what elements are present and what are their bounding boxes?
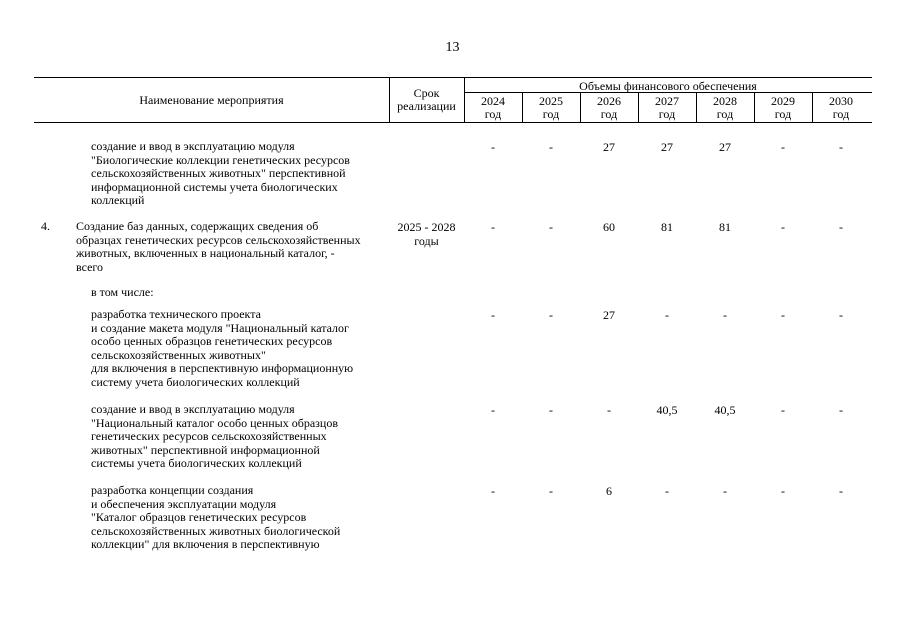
row-value-2030: - — [839, 484, 843, 498]
row-name-line: Создание баз данных, содержащих сведения об — [76, 219, 319, 233]
row-value-2026: 60 — [603, 220, 615, 234]
header-year-value: 2028 — [713, 94, 737, 108]
row-name-line: всего — [76, 259, 104, 274]
row-name-line: "Национальный каталог особо ценных образцов — [91, 415, 338, 430]
row-value-2026: - — [607, 403, 611, 417]
row-value-2025: - — [549, 220, 553, 234]
row-value-2028: 40,5 — [714, 403, 736, 417]
row-name-line: и обеспечения эксплуатации модуля — [91, 496, 277, 511]
header-year-2030 — [812, 95, 870, 121]
row-value-2025: - — [549, 484, 553, 498]
row-value-2027: 81 — [661, 220, 673, 234]
header-year-2025 — [522, 95, 580, 121]
row-name-line: "Каталог образцов генетических ресурсов — [91, 510, 307, 525]
row-value-2027: - — [665, 484, 669, 498]
row-name — [91, 140, 401, 208]
header-year-unit: год — [716, 107, 734, 121]
header-year-value: 2026 — [597, 94, 621, 108]
row-name-line: сельскохозяйственных животных" — [91, 347, 266, 362]
row-term-line: годы — [414, 234, 439, 248]
header-year-value: 2029 — [771, 94, 795, 108]
header-year-2029 — [754, 95, 812, 121]
row-value-2028: 27 — [719, 140, 731, 154]
row-value-2024: - — [491, 140, 495, 154]
row-name-line: сельскохозяйственных животных биологической — [91, 523, 341, 538]
row-value-2027: 40,5 — [656, 403, 678, 417]
row-name-line: создание и ввод в эксплуатацию модуля — [91, 402, 295, 416]
row-number: 4. — [41, 219, 50, 233]
row-value-2027: - — [665, 308, 669, 322]
row-name-line: образцах генетических ресурсов сельскохозяйственных — [76, 232, 361, 247]
row-name-line: информационной системы учета биологических — [91, 179, 338, 194]
row-name-line: коллекций — [91, 193, 145, 208]
row-term — [389, 220, 464, 248]
row-name-line: сельскохозяйственных животных" перспективной — [91, 166, 346, 181]
row-name-line: коллекции" для включения в перспективную — [91, 537, 320, 552]
row-name-line: системы учета биологических коллекций — [91, 456, 302, 471]
header-year-unit: год — [774, 107, 792, 121]
row-value-2025: - — [549, 140, 553, 154]
row-value-2026: 27 — [603, 308, 615, 322]
row-value-2024: - — [491, 484, 495, 498]
row-name-line: в том числе: — [91, 285, 154, 299]
row-value-2024: - — [491, 403, 495, 417]
header-year-unit: год — [600, 107, 618, 121]
row-name — [91, 286, 401, 300]
header-term-line-2: реализации — [397, 99, 456, 113]
row-value-2025: - — [549, 403, 553, 417]
row-name-line: систему учета биологических коллекций — [91, 374, 300, 389]
header-year-value: 2030 — [829, 94, 853, 108]
header-bottom-rule — [34, 122, 872, 123]
row-name-line: разработка концепции создания — [91, 483, 254, 497]
header-year-value: 2025 — [539, 94, 563, 108]
row-name-line: "Биологические коллекции генетических ресурсов — [91, 152, 350, 167]
row-name-line: животных" перспективной информационной — [91, 442, 320, 457]
row-value-2029: - — [781, 484, 785, 498]
row-name-line: животных, включенных в национальный каталог, - — [76, 246, 335, 261]
header-name-col: Наименование мероприятия — [139, 93, 284, 107]
row-name — [91, 308, 401, 390]
row-value-2030: - — [839, 403, 843, 417]
row-value-2024: - — [491, 220, 495, 234]
row-name-line: особо ценных образцов генетических ресурсов — [91, 334, 333, 349]
header-year-2026 — [580, 95, 638, 121]
row-term-line: 2025 - 2028 — [397, 220, 456, 234]
row-value-2028: - — [723, 308, 727, 322]
row-name — [91, 484, 401, 552]
header-year-unit: год — [832, 107, 850, 121]
header-year-2024 — [464, 95, 522, 121]
header-term-col — [389, 87, 464, 113]
row-name — [76, 220, 386, 274]
row-value-2029: - — [781, 220, 785, 234]
row-value-2025: - — [549, 308, 553, 322]
row-name-line: создание и ввод в эксплуатацию модуля — [91, 139, 295, 153]
row-name — [91, 403, 401, 471]
row-value-2030: - — [839, 308, 843, 322]
row-value-2029: - — [781, 308, 785, 322]
row-value-2026: 27 — [603, 140, 615, 154]
row-value-2028: - — [723, 484, 727, 498]
row-value-2027: 27 — [661, 140, 673, 154]
row-name-line: и создание макета модуля "Национальный каталог — [91, 320, 349, 335]
row-value-2026: 6 — [606, 484, 612, 498]
page-number: 13 — [445, 40, 460, 55]
header-term-line-1: Срок — [413, 86, 440, 100]
header-year-unit: год — [542, 107, 560, 121]
row-value-2030: - — [839, 140, 843, 154]
row-value-2028: 81 — [719, 220, 731, 234]
header-year-unit: год — [658, 107, 676, 121]
row-name-line: генетических ресурсов сельскохозяйственных — [91, 429, 327, 444]
header-finance-col: Объемы финансового обеспечения — [579, 79, 757, 93]
header-year-value: 2024 — [481, 94, 505, 108]
header-year-2027 — [638, 95, 696, 121]
row-name-line: разработка технического проекта — [91, 307, 261, 321]
row-name-line: для включения в перспективную информационную — [91, 361, 354, 376]
header-year-unit: год — [484, 107, 502, 121]
header-top-rule — [34, 77, 872, 78]
row-value-2029: - — [781, 403, 785, 417]
header-year-2028 — [696, 95, 754, 121]
row-value-2024: - — [491, 308, 495, 322]
header-year-value: 2027 — [655, 94, 679, 108]
row-value-2030: - — [839, 220, 843, 234]
row-value-2029: - — [781, 140, 785, 154]
